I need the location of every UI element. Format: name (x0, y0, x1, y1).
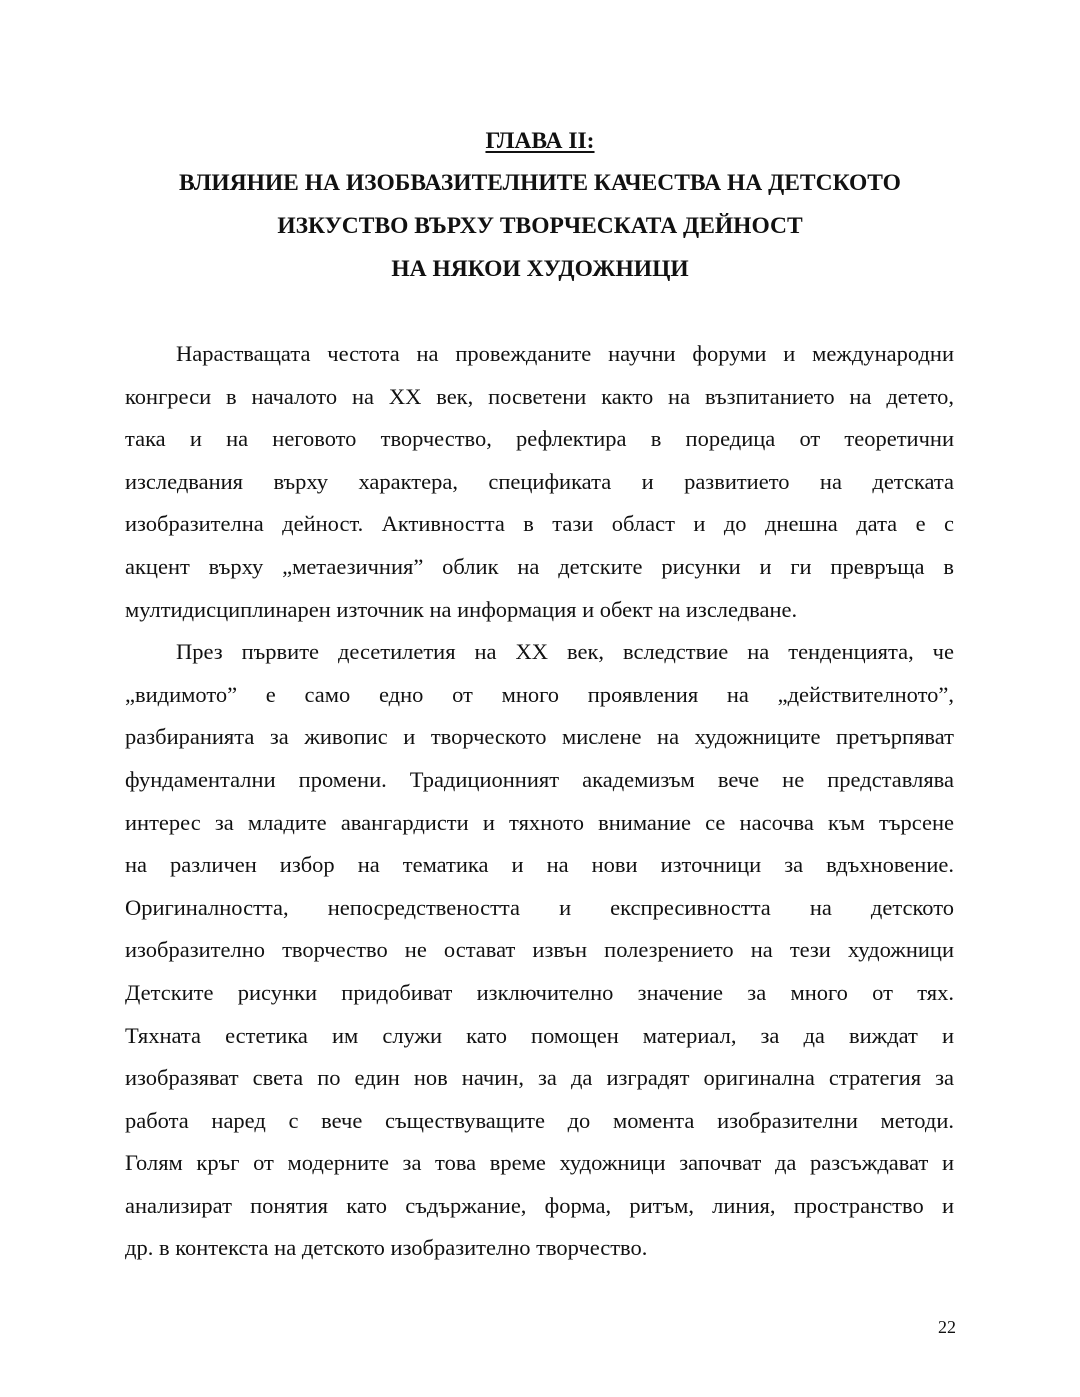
text-line: Оригиналността, непосредствеността и експресивността на детското (125, 894, 954, 920)
text-line: така и на неговото творчество, рефлектира в поредица от теоретични (125, 426, 954, 452)
paragraph-2 (125, 636, 954, 1275)
text-line: фундаментални промени. Традиционният академизъм вече не представлява (125, 766, 954, 792)
paragraph-1 (125, 338, 954, 636)
text-line: изобразяват света по един нов начин, за да изградят оригинална стратегия за (125, 1065, 954, 1091)
text-line: Тяхната естетика им служи като помощен материал, за да виждат и (125, 1022, 954, 1048)
text-line: изобразително творчество не остават извън полезрението на тези художници (125, 937, 954, 963)
text-line: мултидисциплинарен източник на информация и обект на изследване. (125, 596, 798, 622)
text-line: изобразителна дейност. Активността в тази област и до днешна дата е с (125, 511, 954, 537)
chapter-title-line: ИЗКУСТВО ВЪРХУ ТВОРЧЕСКАТА ДЕЙНОСТ (277, 213, 803, 239)
text-line: акцент върху „метаезичния” облик на детските рисунки и ги превръща в (125, 553, 954, 579)
text-line: Голям кръг от модерните за това време художници започват да разсъждават и (125, 1150, 954, 1176)
text-line: на различен избор на тематика и на нови източници за вдъхновение. (125, 852, 954, 878)
chapter-title (0, 168, 1080, 297)
text-line: През първите десетилетия на XX век, вследствие на тенденцията, че (176, 639, 954, 665)
text-line: интерес за младите авангардисти и тяхното внимание се насочва към търсене (125, 809, 954, 835)
text-line: др. в контекста на детското изобразително творчество. (125, 1235, 648, 1261)
chapter-label: ГЛАВА II: (485, 128, 595, 154)
body-text (125, 338, 954, 1275)
text-line: конгреси в началото на XX век, посветени както на възпитанието на детето, (125, 383, 954, 409)
chapter-title-line: НА НЯКОИ ХУДОЖНИЦИ (391, 256, 689, 282)
page-number: 22 (938, 1317, 956, 1337)
chapter-title-line: ВЛИЯНИЕ НА ИЗОБВАЗИТЕЛНИТЕ КАЧЕСТВА НА ДЕТСКОТО (179, 170, 901, 196)
text-line: разбиранията за живопис и творческото мислене на художниците претърпяват (125, 724, 954, 750)
text-line: изследвания върху характера, спецификата и развитието на детската (125, 468, 954, 494)
text-line: Детските рисунки придобиват изключително значение за много от тях. (125, 979, 954, 1005)
text-line: „видимото” е само едно от много проявления на „действителното”, (125, 681, 954, 707)
text-line: Нарастващата честота на провежданите научни форуми и международни (176, 341, 954, 366)
text-line: анализират понятия като съдържание, форма, ритъм, линия, пространство и (125, 1192, 954, 1218)
text-line: работа наред с вече съществуващите до момента изобразителни методи. (125, 1107, 954, 1133)
